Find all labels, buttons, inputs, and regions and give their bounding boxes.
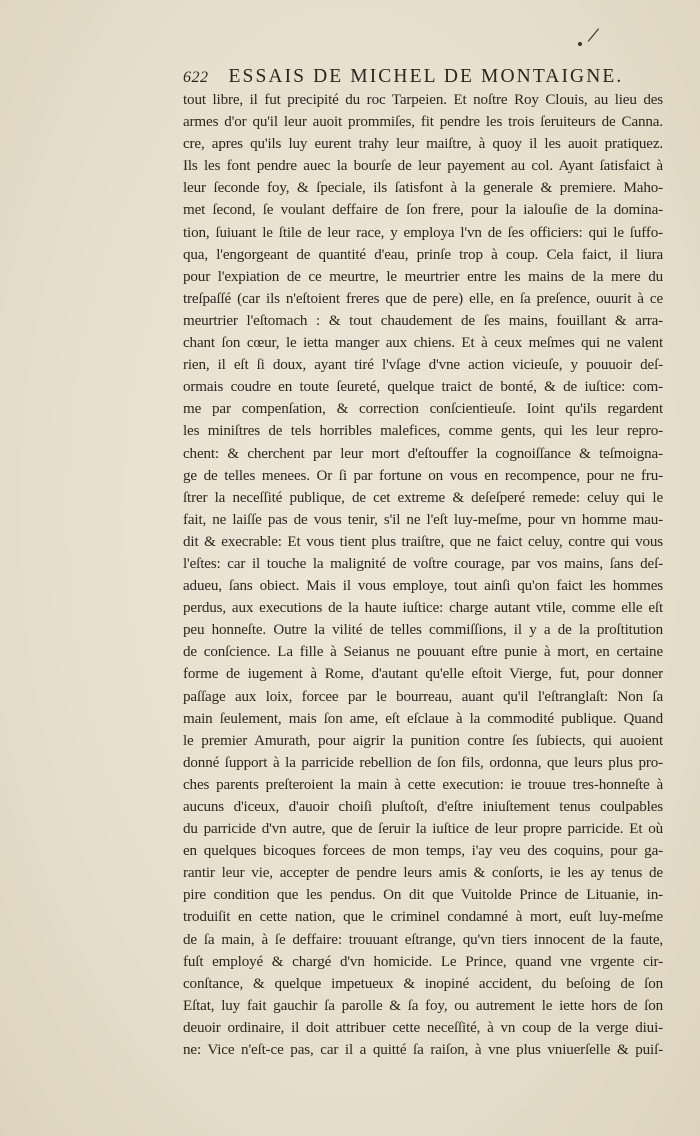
text-line: chent: & cherchent par leur mort d'eſtouffer la cognoiſſance & teſmoigna- [183, 445, 663, 462]
text-line: ge de telles menees. Or ſi par fortune on vous en recompence, pour ne fru- [183, 467, 663, 484]
text-line: peu honneſte. Outre la vilité de telles commiſſions, il y a de la proſtitution [183, 622, 663, 639]
text-line: du parricide d'vn autre, que de ſeruir la iuſtice de leur propre parricide. Et où [183, 821, 663, 838]
text-line: fuſt employé & chargé d'vn homicide. Le Prince, quand vne vrgente cir- [183, 953, 663, 970]
text-line: Ils les font pendre auec la bourſe de leur payement au col. Ayant ſatisfaict à [183, 158, 663, 175]
text-line: rien, il eſt ſi doux, ayant tiré l'vſage d'vne action vicieuſe, y pouuoir deſ- [183, 357, 663, 374]
text-line: en quelques bicoques forcees de mon temps, i'ay veu des coquins, pour ga- [183, 843, 663, 860]
text-line: l'eſtes: car il touche la malignité de voſtre courage, par vos mains, ſans deſ- [183, 555, 663, 572]
text-line: perdus, aux executions de la haute iuſtice: charge autant vtile, comme elle eſt [183, 600, 663, 617]
text-line: me par compenſation, & correction conſcientieuſe. Ioint qu'ils regardent [183, 401, 663, 418]
text-line: le premier Amurath, pour aigrir la punition contre ſes ſubiects, qui auoient [183, 732, 663, 749]
text-line: troduiſit en cette nation, que le criminel condamné à mort, euſt luy-meſme [183, 909, 663, 926]
text-line: fait, ne laiſſe pas de vous tenir, s'il ne l'eſt luy-meſme, pour vn homme mau- [183, 511, 663, 528]
text-line: paſſage aux loix, forcee par le bourreau, auant qu'il l'eſtranglaſt: Non ſa [183, 688, 663, 705]
text-line: de ſa main, à ſe deffaire: trouuant eſtrange, qu'vn tiers innocent de la faute, [183, 931, 663, 948]
corner-ink-mark: / [587, 21, 599, 48]
text-line: les miniſtres de tels horribles malefices, comme gents, qui les leur repro- [183, 423, 663, 440]
text-line: leur ſeconde foy, & ſpeciale, ils ſatisfont à la generale & premiere. Maho- [183, 180, 663, 197]
text-line: dit & execrable: Et vous tient plus traiſtre, que ne faict celuy, contre qui vous [183, 533, 663, 550]
text-body [183, 89, 663, 1059]
text-line: donné ſupport à la parricide rebellion de ſon fils, ordonna, que leurs plus pro- [183, 754, 663, 771]
ink-dot [578, 42, 582, 46]
text-line: rantir leur vie, accepter de pendre leurs amis & conſorts, ie les ay tenus de [183, 865, 663, 882]
text-line: Eſtat, luy fait gauchir ſa parolle & ſa foy, ou autrement le iette hors de ſon [183, 997, 663, 1014]
text-line: de conſcience. La fille à Seianus ne pouuant eſtre punie à mort, en certaine [183, 644, 663, 661]
text-line: chant ſon cœur, le ietta manger aux chiens. Et à ceux meſmes qui ne valent [183, 335, 663, 352]
text-line: armes d'or qu'il leur auoit prommiſes, fit pendre les trois ſeruiteurs de Canna. [183, 114, 663, 131]
page-number: 622 [183, 69, 209, 86]
text-line: tion, ſuiuant le ſtile de leur race, y employa l'vn de ſes officiers: qui le ſuffo- [183, 224, 663, 241]
text-line: pour l'expiation de ce meurtre, le meurtrier entre les mains de la mere du [183, 268, 663, 285]
text-line: main ſeulement, mais ſon ame, eſt eſclaue à la commodité publique. Quand [183, 710, 663, 727]
text-line: ſtrer la neceſſité publique, de cet extreme & deſeſperé remede: celuy qui le [183, 489, 663, 506]
text-line: aucuns d'iceux, d'auoir choiſi pluſtoſt, d'eſtre iniuſtement tenus coulpables [183, 799, 663, 815]
text-line: tout libre, il fut precipité du roc Tarpeien. Et noſtre Roy Clouis, au lieu des [183, 92, 663, 108]
text-line: deuoir ordinaire, il doit attribuer cette neceſſité, à vn coup de la verge diui- [183, 1019, 663, 1036]
text-line: ormais coudre en toute ſeureté, quelque traict de bonté, & de iuſtice: com- [183, 379, 663, 396]
text-line: ches parents preſteroient la main à cette execution: ie trouue tres-honneſte à [183, 776, 663, 793]
text-line: cre, apres qu'ils luy eurent trahy leur maiſtre, à quoy il les auoit pratiquez. [183, 136, 663, 153]
text-line: ne: Vice n'eſt-ce pas, car il a quitté ſa raiſon, à vne plus vniuerſelle & puiſ- [183, 1042, 663, 1059]
text-line: pire condition que les pendus. On dit que Vuitolde Prince de Lituanie, in- [183, 887, 663, 904]
text-line: adueu, ſans obiect. Mais il vous employe, tout ainſi qu'on faict les hommes [183, 578, 663, 595]
text-line: treſpaſſé (car ils n'eſtoient freres que de pere) elle, en ſa preſence, ouurit à ce [183, 290, 663, 307]
text-line: meurtrier l'eſtomach : & tout chaudement de ſes mains, fouillant & arra- [183, 312, 663, 329]
text-line: forme de iugement à Rome, d'autant qu'elle eſtoit Vierge, fut, pour donner [183, 666, 663, 683]
running-title: ESSAIS DE MICHEL DE MONTAIGNE. [228, 66, 624, 87]
text-line: conſtance, & quelque impetueux & inopiné accident, du beſoing de ſon [183, 975, 663, 992]
text-line: met ſecond, ſe voulant deffaire de ſon frere, pour la ialouſie de la domina- [183, 202, 663, 219]
text-line: qua, l'engorgeant de quantité d'eau, prinſe trop à coup. Cela faict, il liura [183, 246, 663, 263]
